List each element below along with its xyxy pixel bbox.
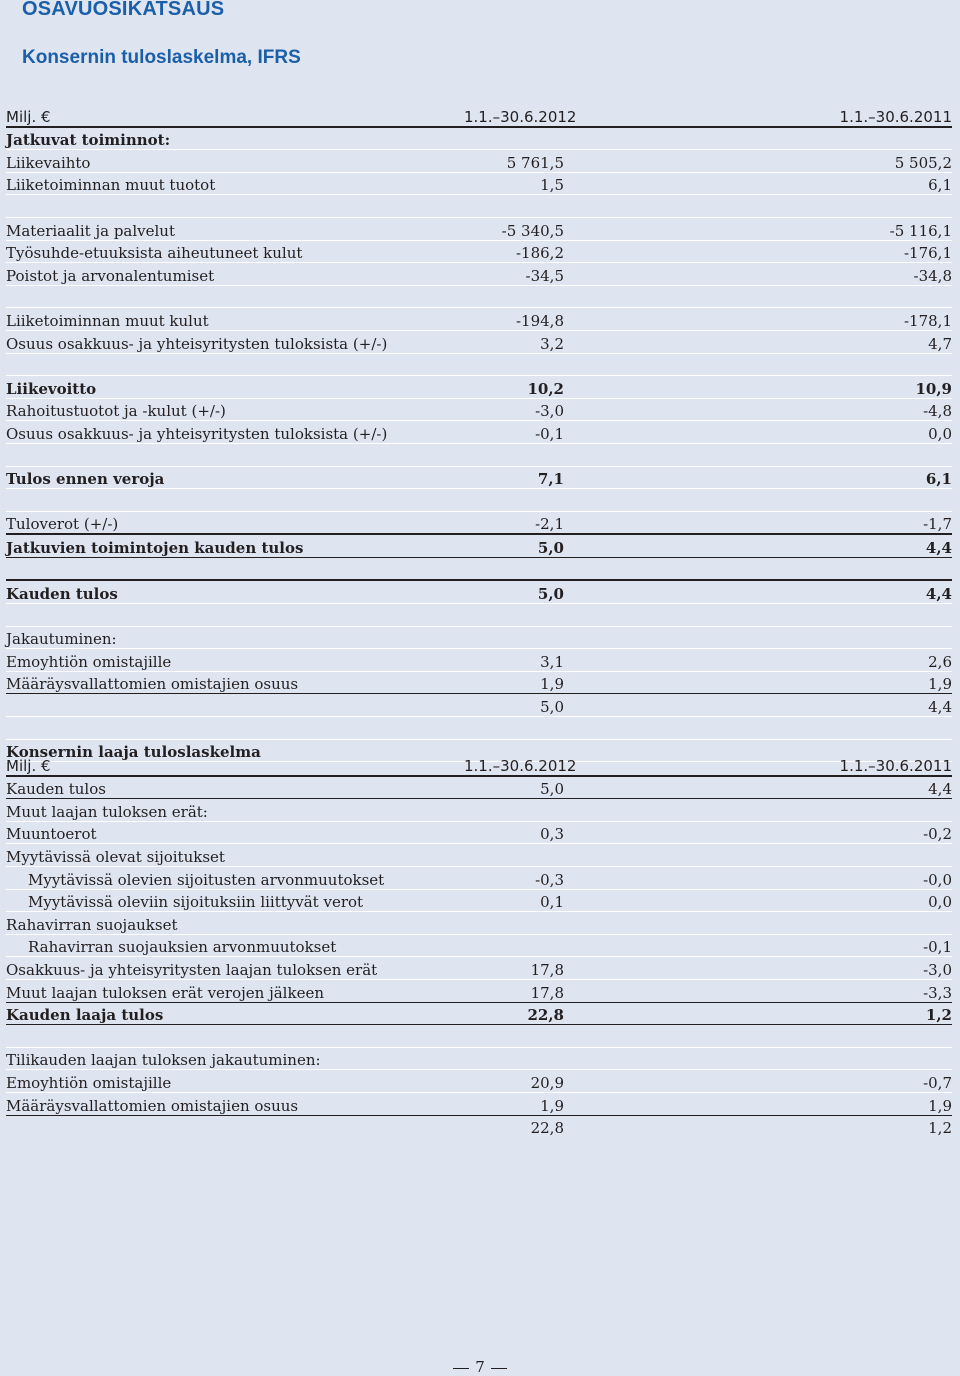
value-2012: 3,2: [464, 330, 564, 353]
table-row: [6, 1070, 952, 1093]
value-2012: 1,5: [464, 172, 564, 195]
value-2011: -5 116,1: [564, 217, 952, 240]
table-row: [6, 889, 952, 912]
value-2011: 0,0: [564, 421, 952, 444]
row-label: Poistot ja arvonalentumiset: [6, 263, 464, 286]
value-2011: [564, 717, 952, 740]
table-row: [6, 285, 952, 308]
value-2012: 20,9: [464, 1070, 564, 1093]
value-2012: -34,5: [464, 263, 564, 286]
value-2011: -4,8: [564, 398, 952, 421]
row-label: Muut laajan tuloksen erät verojen jälkeen: [6, 979, 464, 1002]
table-row: [6, 308, 952, 331]
value-2011: [564, 443, 952, 466]
value-2012: [464, 285, 564, 308]
value-2012: [464, 626, 564, 649]
value-2012: [464, 127, 564, 150]
table-row: [6, 263, 952, 286]
value-2012: [464, 1025, 564, 1048]
value-2011: 1,2: [564, 1002, 952, 1025]
row-label: Jatkuvat toiminnot:: [6, 127, 464, 150]
row-label: [6, 1025, 464, 1048]
table-row: [6, 172, 952, 195]
value-2012: [464, 489, 564, 512]
row-label: [6, 443, 464, 466]
row-label: [6, 717, 464, 740]
value-2011: 0,0: [564, 889, 952, 912]
value-2012: 5,0: [464, 534, 564, 557]
section-title: OSAVUOSIKATSAUS: [22, 0, 225, 20]
row-label: [6, 557, 464, 580]
value-2011: [564, 489, 952, 512]
row-label: Liikevoitto: [6, 376, 464, 399]
row-label: Konsernin laaja tuloslaskelma: [6, 739, 464, 762]
value-2011: [564, 127, 952, 150]
value-2012: 3,1: [464, 649, 564, 672]
unit-label: Milj. €: [6, 104, 464, 127]
value-2012: 5,0: [464, 776, 564, 799]
value-2011: -0,2: [564, 821, 952, 844]
dash-left: [453, 1368, 469, 1369]
row-label: Liiketoiminnan muut tuotot: [6, 172, 464, 195]
row-label: Tilikauden laajan tuloksen jakautuminen:: [6, 1047, 464, 1070]
table-row: [6, 934, 952, 957]
table-header-row: [6, 104, 952, 127]
table-row: [6, 866, 952, 889]
row-label: Määräysvallattomien omistajien osuus: [6, 671, 464, 694]
value-2012: [464, 844, 564, 867]
row-label: Kauden tulos: [6, 776, 464, 799]
row-label: Liikevaihto: [6, 150, 464, 173]
value-2011: -0,0: [564, 866, 952, 889]
table-row: [6, 330, 952, 353]
row-label: Osuus osakkuus- ja yhteisyritysten tuloksista (+/-): [6, 330, 464, 353]
row-label: Myytävissä olevat sijoitukset: [6, 844, 464, 867]
value-2011: [564, 912, 952, 935]
table-row: [6, 466, 952, 489]
value-2012: [464, 717, 564, 740]
value-2011: 1,9: [564, 1092, 952, 1115]
table-row: [6, 912, 952, 935]
value-2011: [564, 195, 952, 218]
table-row: [6, 557, 952, 580]
value-2011: -178,1: [564, 308, 952, 331]
row-label: [6, 489, 464, 512]
table-row: [6, 776, 952, 799]
table-row: [6, 443, 952, 466]
value-2012: [464, 195, 564, 218]
value-2011: 1,2: [564, 1115, 952, 1137]
value-2012: [464, 443, 564, 466]
value-2012: [464, 912, 564, 935]
value-2011: -3,3: [564, 979, 952, 1002]
value-2012: 1,9: [464, 1092, 564, 1115]
comprehensive-income-table: [6, 753, 952, 1137]
table-row: [6, 421, 952, 444]
period-2011-header: 1.1.–30.6.2011: [564, 104, 952, 127]
value-2011: [564, 353, 952, 376]
period-2012-header: 1.1.–30.6.2012: [464, 753, 564, 776]
dash-right: [491, 1368, 507, 1369]
value-2012: 7,1: [464, 466, 564, 489]
row-label: [6, 285, 464, 308]
row-label: Muut laajan tuloksen erät:: [6, 799, 464, 822]
value-2011: [564, 285, 952, 308]
value-2012: 17,8: [464, 979, 564, 1002]
value-2012: -5 340,5: [464, 217, 564, 240]
row-label: Rahavirran suojaukset: [6, 912, 464, 935]
value-2012: -186,2: [464, 240, 564, 263]
value-2012: [464, 604, 564, 627]
value-2012: [464, 934, 564, 957]
table-row: [6, 217, 952, 240]
table-row: [6, 979, 952, 1002]
table-row: [6, 1047, 952, 1070]
value-2012: 17,8: [464, 957, 564, 980]
value-2011: -0,7: [564, 1070, 952, 1093]
value-2012: 1,9: [464, 671, 564, 694]
value-2011: -1,7: [564, 511, 952, 534]
table-row: [6, 649, 952, 672]
page-number-text: 7: [475, 1358, 485, 1376]
value-2011: 4,4: [564, 776, 952, 799]
value-2011: -3,0: [564, 957, 952, 980]
row-label: [6, 195, 464, 218]
table-row: [6, 671, 952, 694]
value-2011: 5 505,2: [564, 150, 952, 173]
table-row: [6, 534, 952, 557]
row-label: [6, 353, 464, 376]
value-2011: [564, 799, 952, 822]
row-label: Osakkuus- ja yhteisyritysten laajan tuloksen erät: [6, 957, 464, 980]
table-row: [6, 195, 952, 218]
value-2012: 22,8: [464, 1115, 564, 1137]
row-label: [6, 604, 464, 627]
row-label: [6, 694, 464, 717]
table-row: [6, 1092, 952, 1115]
value-2011: [564, 626, 952, 649]
row-label: Kauden tulos: [6, 580, 464, 603]
value-2011: 4,4: [564, 580, 952, 603]
value-2012: -0,1: [464, 421, 564, 444]
unit-label: Milj. €: [6, 753, 464, 776]
value-2011: [564, 604, 952, 627]
value-2011: 1,9: [564, 671, 952, 694]
table-row: [6, 1115, 952, 1137]
table-row: [6, 580, 952, 603]
period-2011-header: 1.1.–30.6.2011: [564, 753, 952, 776]
value-2012: 10,2: [464, 376, 564, 399]
row-label: Myytävissä oleviin sijoituksiin liittyvät verot: [6, 889, 464, 912]
value-2011: 6,1: [564, 172, 952, 195]
value-2012: [464, 799, 564, 822]
value-2012: 0,1: [464, 889, 564, 912]
table-row: [6, 376, 952, 399]
table-row: [6, 694, 952, 717]
value-2012: 5 761,5: [464, 150, 564, 173]
value-2012: 0,3: [464, 821, 564, 844]
value-2011: [564, 1047, 952, 1070]
value-2011: 6,1: [564, 466, 952, 489]
value-2012: [464, 1047, 564, 1070]
row-label: Jatkuvien toimintojen kauden tulos: [6, 534, 464, 557]
row-label: Emoyhtiön omistajille: [6, 649, 464, 672]
table-row: [6, 957, 952, 980]
row-label: Tulos ennen veroja: [6, 466, 464, 489]
value-2011: 4,4: [564, 534, 952, 557]
table-row: [6, 799, 952, 822]
period-2012-header: 1.1.–30.6.2012: [464, 104, 564, 127]
table-row: [6, 240, 952, 263]
value-2012: 5,0: [464, 694, 564, 717]
table-row: [6, 821, 952, 844]
value-2012: -194,8: [464, 308, 564, 331]
row-label: Tuloverot (+/-): [6, 511, 464, 534]
value-2011: [564, 557, 952, 580]
row-label: Rahavirran suojauksien arvonmuutokset: [6, 934, 464, 957]
table-header-row: [6, 753, 952, 776]
row-label: Myytävissä olevien sijoitusten arvonmuutokset: [6, 866, 464, 889]
row-label: Työsuhde-etuuksista aiheutuneet kulut: [6, 240, 464, 263]
row-label: Emoyhtiön omistajille: [6, 1070, 464, 1093]
value-2012: -0,3: [464, 866, 564, 889]
value-2011: -176,1: [564, 240, 952, 263]
value-2011: 4,7: [564, 330, 952, 353]
row-label: Materiaalit ja palvelut: [6, 217, 464, 240]
value-2011: 4,4: [564, 694, 952, 717]
table-row: [6, 511, 952, 534]
income-statement-table: [6, 104, 952, 784]
row-label: Jakautuminen:: [6, 626, 464, 649]
table-row: [6, 150, 952, 173]
value-2012: -3,0: [464, 398, 564, 421]
value-2012: 5,0: [464, 580, 564, 603]
row-label: Osuus osakkuus- ja yhteisyritysten tuloksista (+/-): [6, 421, 464, 444]
row-label: [6, 1115, 464, 1137]
value-2012: 22,8: [464, 1002, 564, 1025]
value-2011: [564, 1025, 952, 1048]
value-2012: [464, 557, 564, 580]
page-number: [0, 1358, 960, 1376]
row-label: Rahoitustuotot ja -kulut (+/-): [6, 398, 464, 421]
row-label: Kauden laaja tulos: [6, 1002, 464, 1025]
statement-title: Konsernin tuloslaskelma, IFRS: [22, 47, 301, 68]
table-row: [6, 717, 952, 740]
row-label: Määräysvallattomien omistajien osuus: [6, 1092, 464, 1115]
row-label: Liiketoiminnan muut kulut: [6, 308, 464, 331]
value-2011: -34,8: [564, 263, 952, 286]
table-row: [6, 353, 952, 376]
value-2012: [464, 353, 564, 376]
table-row: [6, 626, 952, 649]
table-row: [6, 1025, 952, 1048]
table-row: [6, 398, 952, 421]
table-row: [6, 489, 952, 512]
row-label: Muuntoerot: [6, 821, 464, 844]
table-row: [6, 1002, 952, 1025]
value-2011: [564, 844, 952, 867]
value-2011: 10,9: [564, 376, 952, 399]
table-row: [6, 127, 952, 150]
table-row: [6, 604, 952, 627]
value-2012: -2,1: [464, 511, 564, 534]
table-row: [6, 844, 952, 867]
value-2011: -0,1: [564, 934, 952, 957]
value-2011: 2,6: [564, 649, 952, 672]
